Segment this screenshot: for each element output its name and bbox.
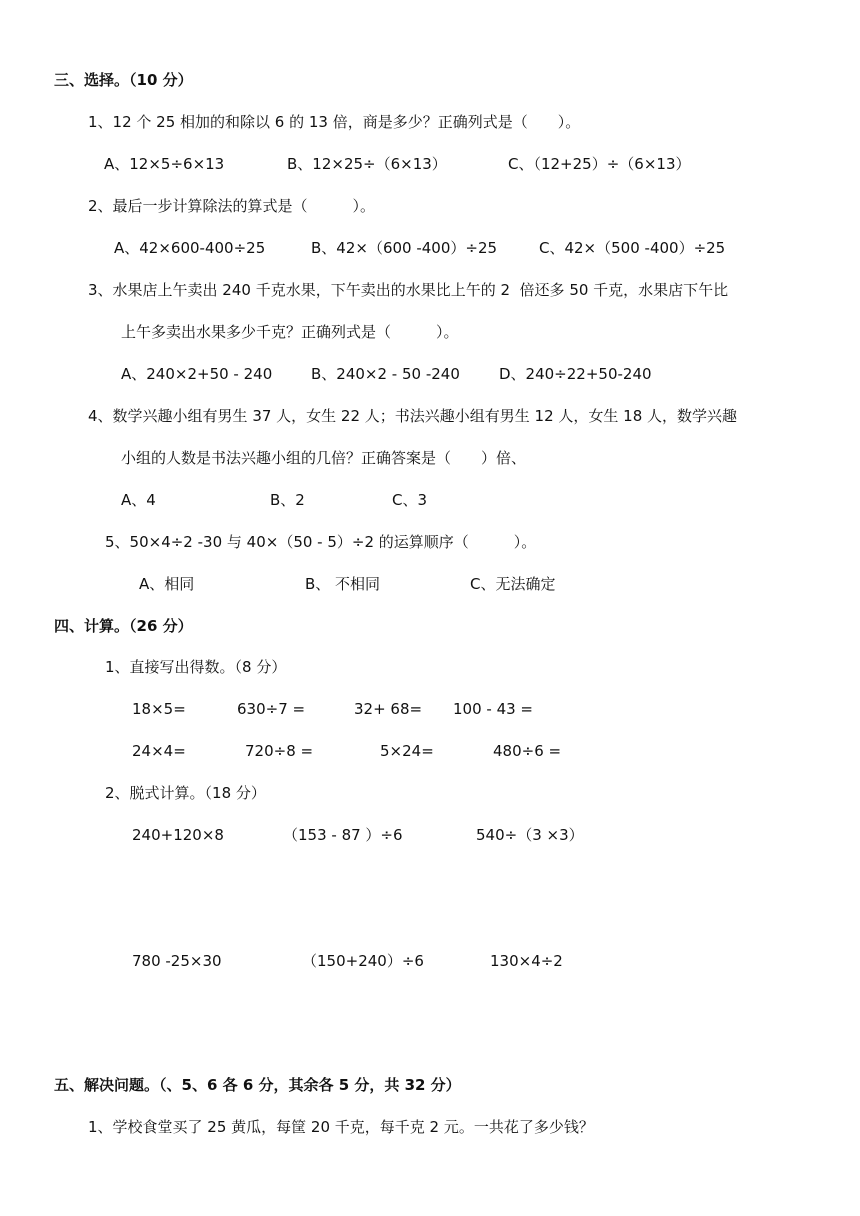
direct-answer-item: 720÷8 = [245, 742, 314, 760]
question-2-text: 2、最后一步计算除法的算式是（ ）。 [88, 197, 376, 215]
question-5-option-a: A、相同 [139, 575, 195, 593]
direct-answer-item: 5×24= [380, 742, 434, 760]
question-5-option-c: C、无法确定 [470, 575, 556, 593]
step-calculation-item: 780 -25×30 [132, 952, 222, 970]
step-calculation-item: 540÷（3 ×3） [476, 826, 584, 844]
step-calculation-item: 130×4÷2 [490, 952, 563, 970]
question-4-option-c: C、3 [392, 491, 428, 509]
question-3-option-d: D、240÷22+50-240 [499, 365, 652, 383]
question-1-option-b: B、12×25÷（6×13） [287, 155, 447, 173]
question-4-text-line-2: 小组的人数是书法兴趣小组的几倍？正确答案是（ ）倍、 [121, 449, 527, 467]
question-4-text-line-1: 4、数学兴趣小组有男生 37 人，女生 22 人；书法兴趣小组有男生 12 人，女生 18 人，数学兴趣 [88, 407, 738, 425]
direct-answer-item: 18×5= [132, 700, 186, 718]
direct-answer-item: 32+ 68= [354, 700, 423, 718]
step-calculation-item: （153 - 87 ）÷6 [283, 826, 403, 844]
question-3-text-line-1: 3、水果店上午卖出 240 千克水果，下午卖出的水果比上午的 2 倍还多 50 千克，水果店下午比 [88, 281, 729, 299]
direct-answer-item: 480÷6 = [493, 742, 562, 760]
direct-answer-item: 630÷7 = [237, 700, 306, 718]
question-3-text-line-2: 上午多卖出水果多少千克？正确列式是（ ）。 [121, 323, 459, 341]
question-5-text: 5、50×4÷2 -30 与 40×（50 - 5）÷2 的运算顺序（ ）。 [105, 533, 537, 551]
problem-1-text: 1、学校食堂买了 25 黄瓜，每筐 20 千克，每千克 2 元。一共花了多少钱？ [88, 1118, 594, 1136]
question-5-option-b: B、 不相同 [305, 575, 381, 593]
section-4-title: 四、计算。（26 分） [54, 617, 193, 635]
section-5-title: 五、解决问题。（、5、6 各 6 分，其余各 5 分，共 32 分） [54, 1076, 461, 1094]
question-4-option-b: B、2 [270, 491, 305, 509]
question-2-option-a: A、42×600-400÷25 [114, 239, 266, 257]
direct-answer-item: 100 - 43 = [453, 700, 534, 718]
question-4-option-a: A、4 [121, 491, 156, 509]
step-calculation-item: （150+240）÷6 [302, 952, 424, 970]
direct-answer-item: 24×4= [132, 742, 186, 760]
section-3-title: 三、选择。（10 分） [54, 71, 193, 89]
step-calculation-title: 2、脱式计算。（18 分） [105, 784, 266, 802]
question-2-option-b: B、42×（600 -400）÷25 [311, 239, 498, 257]
question-3-option-b: B、240×2 - 50 -240 [311, 365, 460, 383]
question-1-option-c: C、（12+25）÷（6×13） [508, 155, 691, 173]
question-1-text: 1、12 个 25 相加的和除以 6 的 13 倍，商是多少？正确列式是（ ）。 [88, 113, 581, 131]
question-3-option-a: A、240×2+50 - 240 [121, 365, 273, 383]
step-calculation-item: 240+120×8 [132, 826, 224, 844]
question-2-option-c: C、42×（500 -400）÷25 [539, 239, 726, 257]
direct-answer-title: 1、直接写出得数。（8 分） [105, 658, 287, 676]
question-1-option-a: A、12×5÷6×13 [104, 155, 225, 173]
